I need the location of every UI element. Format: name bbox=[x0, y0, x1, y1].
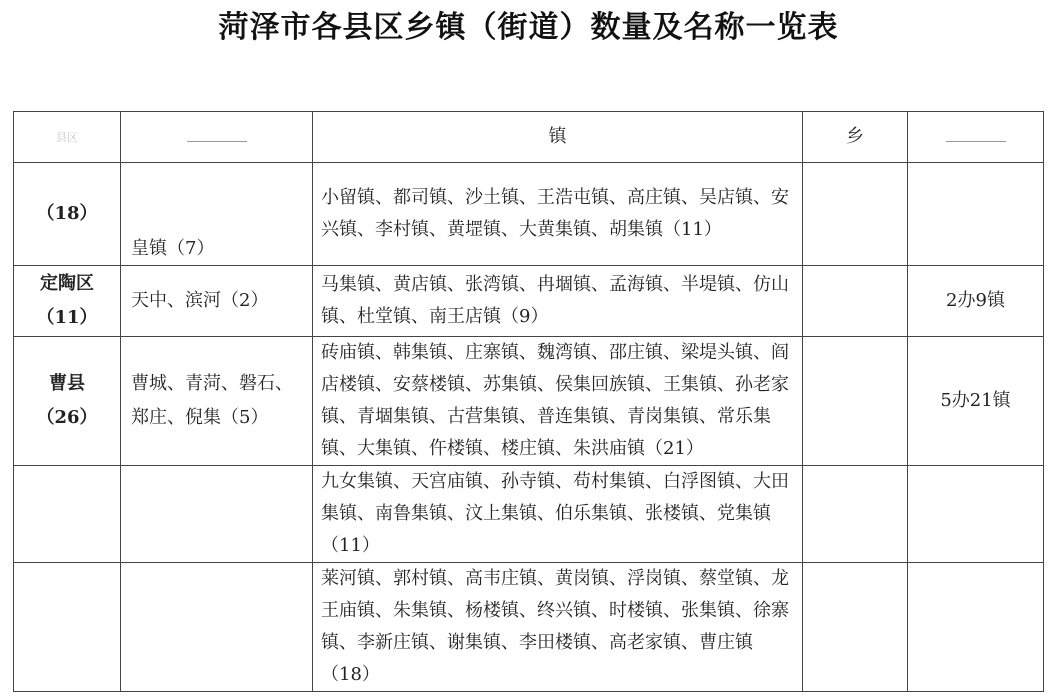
header-xiang: 乡 bbox=[803, 112, 908, 163]
county-count: （11） bbox=[36, 307, 98, 328]
streets-faint bbox=[131, 205, 312, 233]
towns-cell: 小留镇、都司镇、沙土镇、王浩屯镇、高庄镇、吴店镇、安兴镇、李村镇、黄堽镇、大黄集镇、胡集镇（11） bbox=[313, 163, 803, 266]
towns-cell: 九女集镇、天宫庙镇、孙寺镇、苟村集镇、白浮图镇、大田集镇、南鲁集镇、汶上集镇、伯乐集镇、张楼镇、党集镇（11） bbox=[313, 466, 803, 563]
summary-cell: 2办9镇 bbox=[908, 266, 1044, 337]
towns-cell: 马集镇、黄店镇、张湾镇、冉堌镇、孟海镇、半堤镇、仿山镇、杜堂镇、南王店镇（9） bbox=[313, 266, 803, 337]
county-count: （26） bbox=[36, 407, 98, 428]
table-row bbox=[14, 337, 1044, 466]
summary-cell bbox=[908, 466, 1044, 563]
county-name: 定陶区 bbox=[40, 273, 94, 294]
xiang-cell bbox=[803, 266, 908, 337]
county-cell bbox=[14, 266, 121, 337]
summary-cell: 5办21镇 bbox=[908, 337, 1044, 466]
table-row bbox=[14, 563, 1044, 692]
xiang-cell bbox=[803, 337, 908, 466]
table-row bbox=[14, 266, 1044, 337]
header-summary bbox=[908, 112, 1044, 163]
streets-cell bbox=[121, 163, 313, 266]
xiang-cell bbox=[803, 563, 908, 692]
towns-cell: 砖庙镇、韩集镇、庄寨镇、魏湾镇、邵庄镇、梁堤头镇、阎店楼镇、安蔡楼镇、苏集镇、侯集回族镇、王集镇、孙老家镇、青堌集镇、古营集镇、普连集镇、青岗集镇、常乐集镇、大集镇、仵楼镇、楼庄镇、朱洪庙镇（21） bbox=[313, 337, 803, 466]
townships-table bbox=[13, 111, 1044, 692]
summary-cell bbox=[908, 563, 1044, 692]
summary-cell bbox=[908, 163, 1044, 266]
towns-cell: 莱河镇、郭村镇、高韦庄镇、黄岗镇、浮岗镇、蔡堂镇、龙王庙镇、朱集镇、杨楼镇、终兴镇、时楼镇、张集镇、徐寨镇、李新庄镇、谢集镇、李田楼镇、高老家镇、曹庄镇（18） bbox=[313, 563, 803, 692]
streets-cell bbox=[121, 466, 313, 563]
header-county: 县区 bbox=[14, 112, 121, 163]
table-row bbox=[14, 466, 1044, 563]
header-streets bbox=[121, 112, 313, 163]
county-name: 曹县 bbox=[49, 373, 85, 394]
streets-cell: 曹城、青菏、磐石、郑庄、倪集（5） bbox=[121, 337, 313, 466]
streets-cell: 天中、滨河（2） bbox=[121, 266, 313, 337]
county-cell bbox=[14, 466, 121, 563]
xiang-cell bbox=[803, 466, 908, 563]
header-towns: 镇 bbox=[313, 112, 803, 163]
county-cell bbox=[14, 337, 121, 466]
table-header-row bbox=[14, 112, 1044, 163]
streets-cell bbox=[121, 563, 313, 692]
table-row bbox=[14, 163, 1044, 266]
xiang-cell bbox=[803, 163, 908, 266]
document-title: 菏泽市各县区乡镇（街道）数量及名称一览表 bbox=[218, 10, 839, 45]
county-cell bbox=[14, 163, 121, 266]
streets-text: 皇镇（7） bbox=[131, 238, 215, 259]
county-cell bbox=[14, 563, 121, 692]
county-count: （18） bbox=[36, 203, 98, 224]
